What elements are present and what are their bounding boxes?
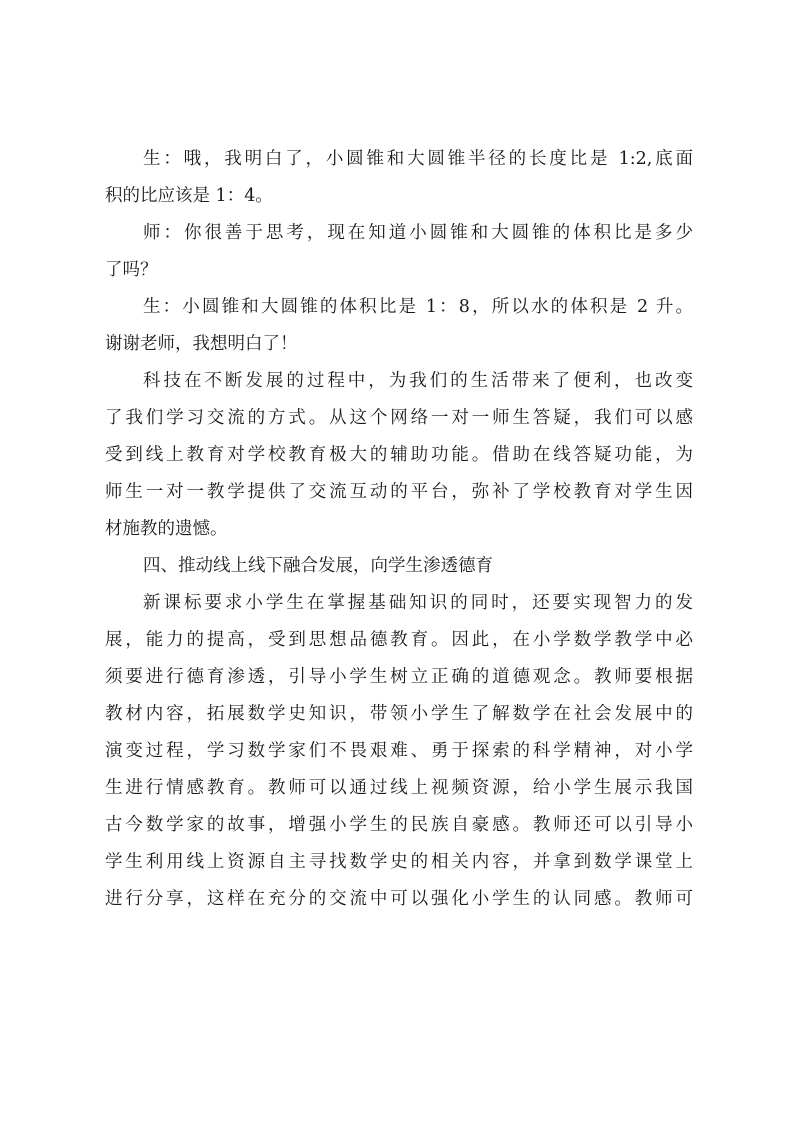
paragraph-line: 学生利用线上资源自主寻找数学史的相关内容，并拿到数学课堂上 [105,852,693,872]
paragraph-line: 生进行情感教育。教师可以通过线上视频资源，给小学生展示我国 [105,778,693,798]
dialogue-line-2: 师：你很善于思考，现在知道小圆锥和大圆锥的体积比是多少 [143,223,693,243]
document-body [105,141,693,918]
paragraph-line: 教材内容，拓展数学史知识，带领小学生了解数学在社会发展中的 [105,704,693,724]
paragraph-line: 进行分享，这样在充分的交流中可以强化小学生的认同感。教师可 [105,889,693,909]
paragraph-line: 古今数学家的故事，增强小学生的民族自豪感。教师还可以引导小 [105,815,693,835]
paragraph-line: 展，能力的提高，受到思想品德教育。因此，在小学数学教学中必 [105,630,693,650]
paragraph-line: 演变过程，学习数学家们不畏艰难、勇于探索的科学精神，对小学 [105,741,693,761]
paragraph-line: 须要进行德育渗透，引导小学生树立正确的道德观念。教师要根据 [105,667,693,687]
paragraph-line: 新课标要求小学生在掌握基础知识的同时，还要实现智力的发 [143,593,693,613]
dialogue-line-1-cont: 积的比应该是 1：4。 [105,186,273,206]
dialogue-line-2-cont: 了吗？ [105,260,158,280]
section-heading: 四、推动线上线下融合发展，向学生渗透德育 [143,556,493,576]
paragraph-line: 师生一对一教学提供了交流互动的平台，弥补了学校教育对学生因 [105,482,693,502]
paragraph-line: 科技在不断发展的过程中，为我们的生活带来了便利，也改变 [143,371,693,391]
dialogue-line-3: 生：小圆锥和大圆锥的体积比是 1：8，所以水的体积是 2 升。 [143,297,693,317]
paragraph-line: 了我们学习交流的方式。从这个网络一对一师生答疑，我们可以感 [105,408,693,428]
paragraph-line: 材施教的遗憾。 [105,519,228,539]
dialogue-line-1: 生：哦，我明白了，小圆锥和大圆锥半径的长度比是 1:2,底面 [143,149,693,169]
dialogue-line-3-cont: 谢谢老师，我想明白了！ [105,334,298,354]
paragraph-line: 受到线上教育对学校教育极大的辅助功能。借助在线答疑功能，为 [105,445,693,465]
